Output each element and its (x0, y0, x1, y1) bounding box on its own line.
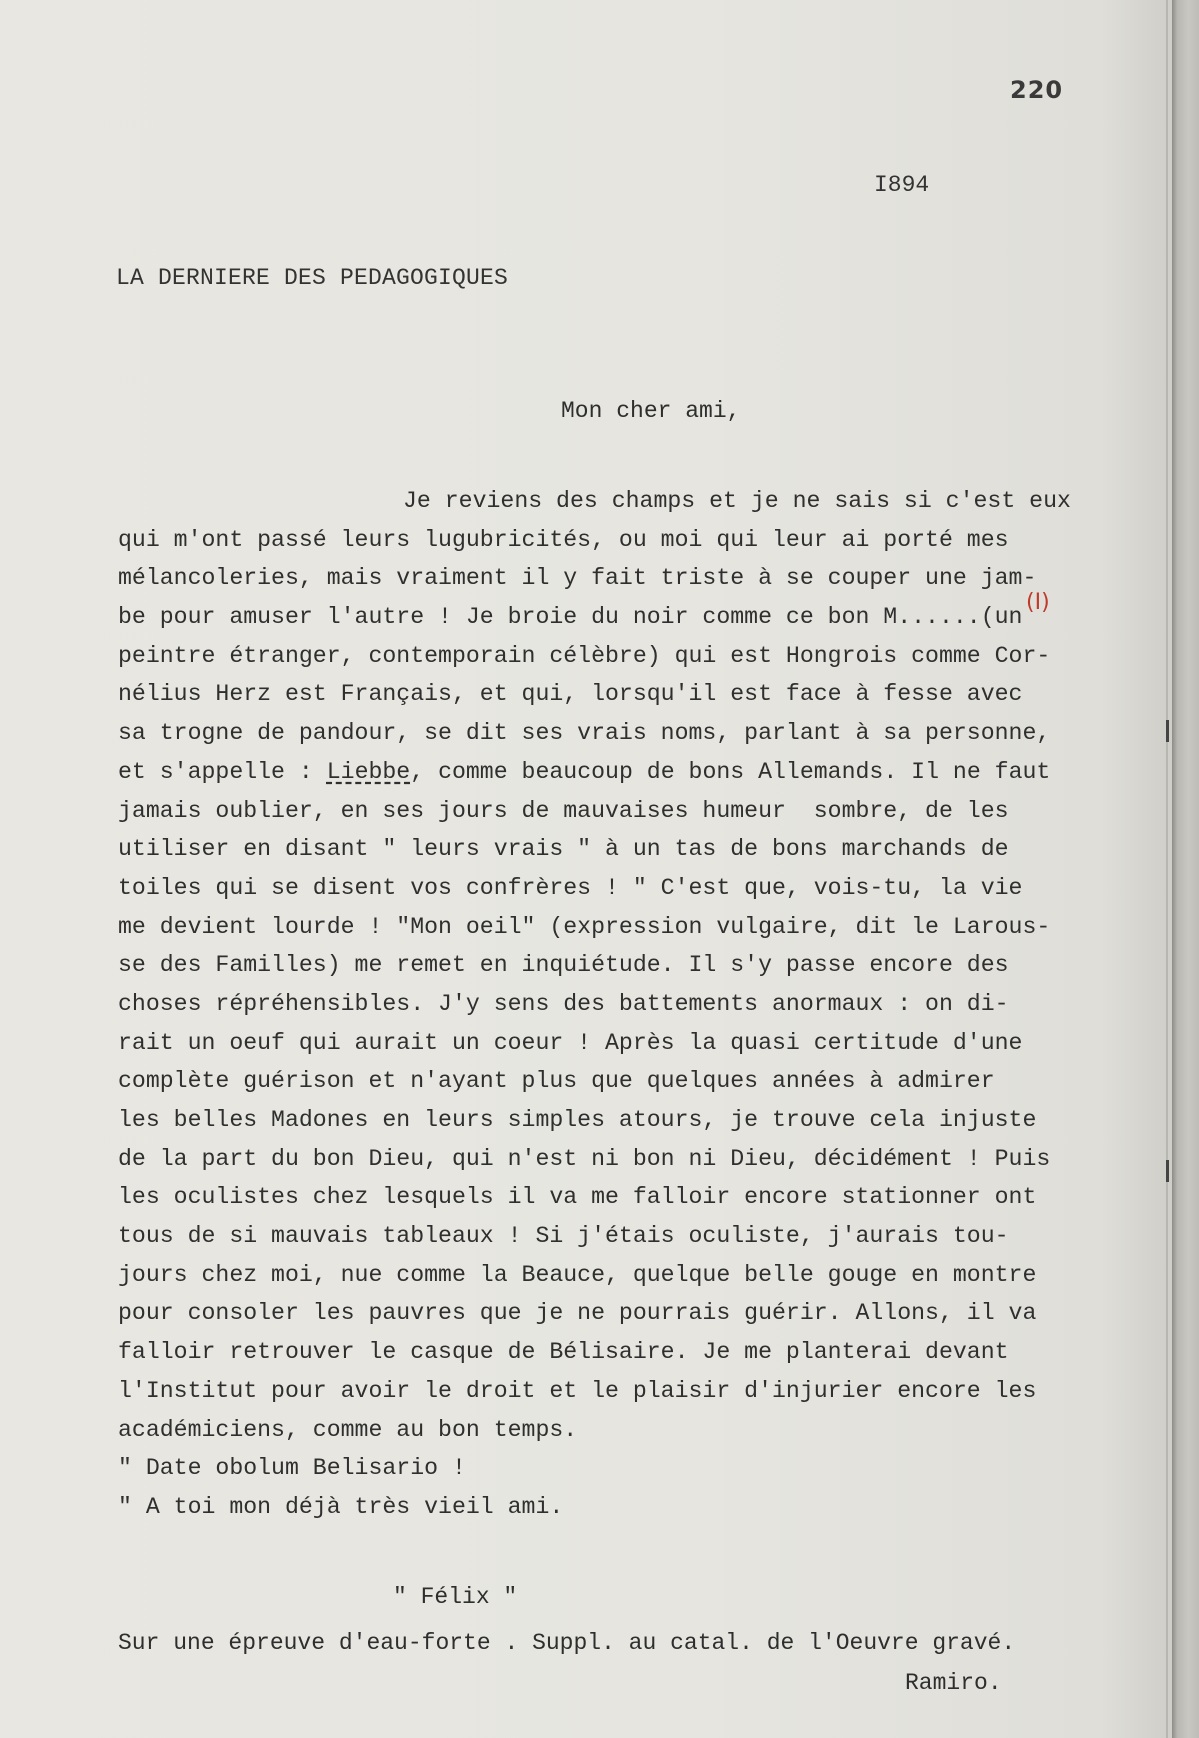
body-line-with-name (118, 753, 1164, 792)
body-line: mélancoleries, mais vraiment il y fait triste à se couper une jam- (118, 565, 1037, 592)
page-edge-line (1166, 0, 1168, 1738)
body-line: jours chez moi, nue comme la Beauce, quelque belle gouge en montre (118, 1261, 1037, 1288)
letter-title: LA DERNIERE DES PEDAGOGIQUES (116, 265, 509, 291)
body-line: peintre étranger, contemporain célèbre) qui est Hongrois comme Cor- (118, 642, 1051, 669)
body-line: académiciens, comme au bon temps. (118, 1416, 578, 1443)
body-line: Je reviens des champs et je ne sais si c'est eux (403, 488, 1071, 514)
letter-year: I894 (874, 172, 930, 198)
body-line: " Date obolum Belisario ! (118, 1455, 466, 1482)
salutation: Mon cher ami, (561, 398, 741, 424)
body-line-head: et s'appelle : (118, 758, 327, 785)
body-line: tous de si mauvais tableaux ! Si j'étais oculiste, j'aurais tou- (118, 1223, 1009, 1250)
body-line: " A toi mon déjà très vieil ami. (118, 1493, 564, 1520)
body-line: be pour amuser l'autre ! Je broie du noir comme ce bon M......(un (118, 604, 1023, 631)
body-line: se des Familles) me remet en inquiétude. Il s'y passe encore des (118, 952, 1009, 979)
body-line: jamais oublier, en ses jours de mauvaises humeur sombre, de les (118, 797, 1009, 824)
body-line: de la part du bon Dieu, qui n'est ni bon ni Dieu, décidément ! Puis (118, 1145, 1051, 1172)
body-line: les belles Madones en leurs simples atours, je trouve cela injuste (118, 1107, 1037, 1133)
margin-mark (1166, 720, 1169, 742)
underlined-name: Liebbe (326, 758, 411, 785)
author-name: Ramiro. (905, 1670, 1002, 1696)
body-line: nélius Herz est Français, et qui, lorsqu'il est face à fesse avec (118, 681, 1023, 708)
body-line: utiliser en disant " leurs vrais " à un tas de bons marchands de (118, 836, 1009, 863)
body-line: falloir retrouver le casque de Bélisaire. Je me planterai devant (118, 1339, 1009, 1366)
body-line: me devient lourde ! "Mon oeil" (expression vulgaire, dit le Larous- (118, 913, 1051, 940)
body-line: les oculistes chez lesquels il va me falloir encore stationner ont (118, 1184, 1037, 1211)
source-note: Sur une épreuve d'eau-forte . Suppl. au catal. de l'Oeuvre gravé. (118, 1630, 1016, 1656)
body-line: toiles qui se disent vos confrères ! " C'est que, vois-tu, la vie (118, 874, 1023, 901)
body-line: complète guérison et n'ayant plus que quelques années à admirer (118, 1068, 995, 1095)
body-line: choses répréhensibles. J'y sens des battements anormaux : on di- (118, 990, 1009, 1017)
footnote-marker: (I) (1026, 590, 1050, 615)
body-line: l'Institut pour avoir le droit et le plaisir d'injurier encore les (118, 1377, 1037, 1404)
body-line-tail: , comme beaucoup de bons Allemands. Il ne faut (410, 758, 1051, 785)
body-line: rait un oeuf qui aurait un coeur ! Après la quasi certitude d'une (118, 1029, 1023, 1056)
body-line: sa trogne de pandour, se dit ses vrais noms, parlant à sa personne, (118, 720, 1051, 747)
body-line: qui m'ont passé leurs lugubricités, ou moi qui leur ai porté mes (118, 526, 1009, 553)
letter-body (118, 482, 1164, 1527)
body-line: pour consoler les pauvres que je ne pourrais guérir. Allons, il va (118, 1300, 1037, 1327)
folio-number: 220 (1010, 76, 1064, 104)
binding-edge (1172, 0, 1199, 1738)
signature: " Félix " (393, 1584, 518, 1610)
margin-mark (1166, 1160, 1169, 1182)
